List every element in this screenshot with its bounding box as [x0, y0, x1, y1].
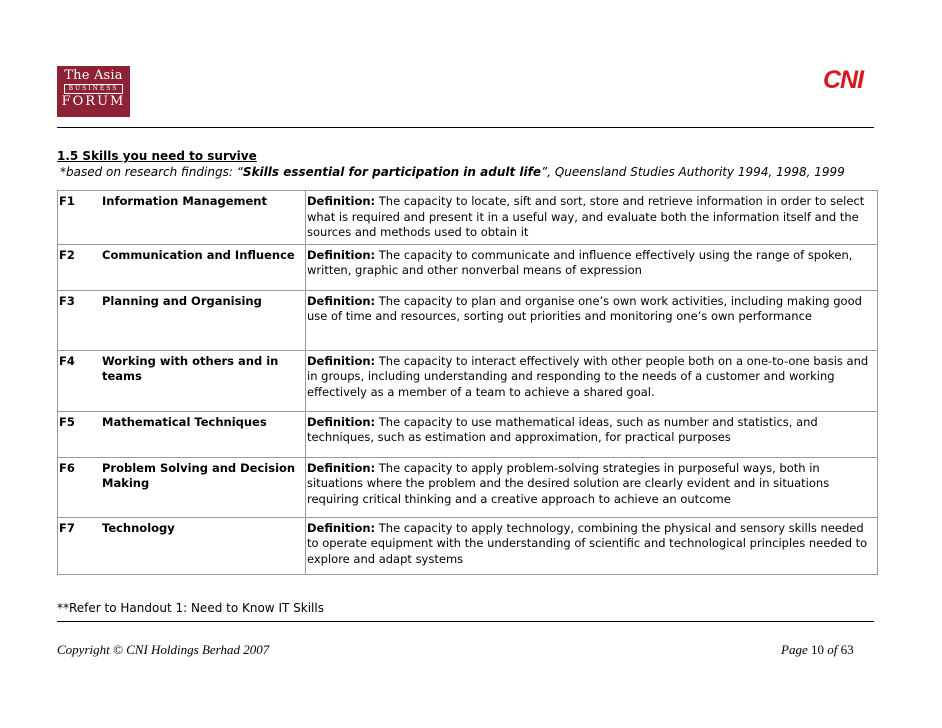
table-row: [58, 191, 878, 245]
skill-definition: [306, 350, 878, 411]
page-current: 10: [810, 642, 824, 657]
skill-name: Problem Solving and Decision Making: [102, 457, 306, 517]
definition-label: Definition:: [307, 247, 376, 262]
skill-definition: [306, 244, 878, 290]
definition-text: The capacity to locate, sift and sort, store and retrieve information in order to select what is required and present it in a useful way, and evaluate both the information itself and the sources and methods used to obtain it: [307, 194, 865, 239]
cni-logo: CNI: [823, 66, 864, 94]
table-row: [58, 244, 878, 290]
subtitle-bold: Skills essential for participation in adult life: [242, 165, 541, 179]
skill-code: F1: [58, 191, 103, 245]
skill-code: F2: [58, 244, 103, 290]
definition-text: The capacity to apply problem-solving strategies in purposeful ways, both in situations where the problem and the desired solution are clearly evident and in situations requiring critical thinking and a creative approach to achieve an outcome: [307, 460, 830, 506]
definition-text: The capacity to apply technology, combining the physical and sensory skills needed to operate equipment with the understanding of scientific and technological principles needed to explore and adapt systems: [307, 520, 868, 566]
definition-text: The capacity to communicate and influence effectively using the range of spoken, written, graphic and other nonverbal means of expression: [307, 247, 853, 277]
skill-name: Information Management: [102, 191, 306, 245]
logo-line-3: FORUM: [61, 94, 126, 109]
skill-definition: [306, 191, 878, 245]
page-number: [781, 642, 854, 658]
table-row: [58, 411, 878, 457]
table-row: [58, 290, 878, 350]
definition-label: Definition:: [307, 293, 376, 308]
table-row: [58, 517, 878, 574]
asia-business-forum-logo: [57, 66, 130, 117]
footer-divider: [57, 621, 874, 622]
definition-label: Definition:: [307, 353, 376, 368]
skill-name: Communication and Influence: [102, 244, 306, 290]
definition-label: Definition:: [307, 520, 376, 535]
skill-code: F3: [58, 290, 103, 350]
definition-text: The capacity to plan and organise one’s own work activities, including making good use of time and resources, sorting out priorities and monitoring one’s own performance: [307, 293, 862, 323]
table-row: [58, 350, 878, 411]
footnote: **Refer to Handout 1: Need to Know IT Skills: [57, 601, 324, 615]
definition-label: Definition:: [307, 460, 376, 475]
definition-label: Definition:: [307, 414, 376, 429]
section-subtitle: [60, 165, 845, 179]
skill-definition: [306, 517, 878, 574]
definition-text: The capacity to interact effectively with other people both on a one-to-one basis and in groups, including understanding and responding to the needs of a customer and working effectively as a member of a team to achieve a shared goal.: [307, 353, 869, 399]
header-divider: [57, 127, 874, 128]
skill-name: Technology: [102, 517, 306, 574]
definition-label: Definition:: [307, 194, 376, 208]
skills-table: [57, 190, 878, 575]
skill-definition: [306, 290, 878, 350]
definition-text: The capacity to use mathematical ideas, such as number and statistics, and techniques, such as estimation and approximation, for practical purposes: [307, 414, 818, 444]
logo-line-1: The Asia: [64, 68, 123, 83]
subtitle-prefix: *based on research findings: “: [60, 165, 243, 179]
table-row: [58, 457, 878, 517]
skill-name: Working with others and in teams: [102, 350, 306, 411]
skill-code: F7: [58, 517, 103, 574]
skill-definition: [306, 411, 878, 457]
skill-code: F4: [58, 350, 103, 411]
skill-definition: [306, 457, 878, 517]
page-total: 63: [840, 642, 854, 657]
page-label: Page: [781, 642, 811, 657]
logo-line-2: BUSINESS: [64, 84, 123, 94]
copyright-notice: Copyright © CNI Holdings Berhad 2007: [57, 642, 270, 657]
section-title: 1.5 Skills you need to survive: [57, 149, 257, 163]
skill-code: F6: [58, 457, 103, 517]
skill-name: Mathematical Techniques: [102, 411, 306, 457]
skill-name: Planning and Organising: [102, 290, 306, 350]
page-of: of: [823, 642, 841, 657]
subtitle-suffix: ”, Queensland Studies Authority 1994, 1998, 1999: [540, 165, 845, 179]
skill-code: F5: [58, 411, 103, 457]
